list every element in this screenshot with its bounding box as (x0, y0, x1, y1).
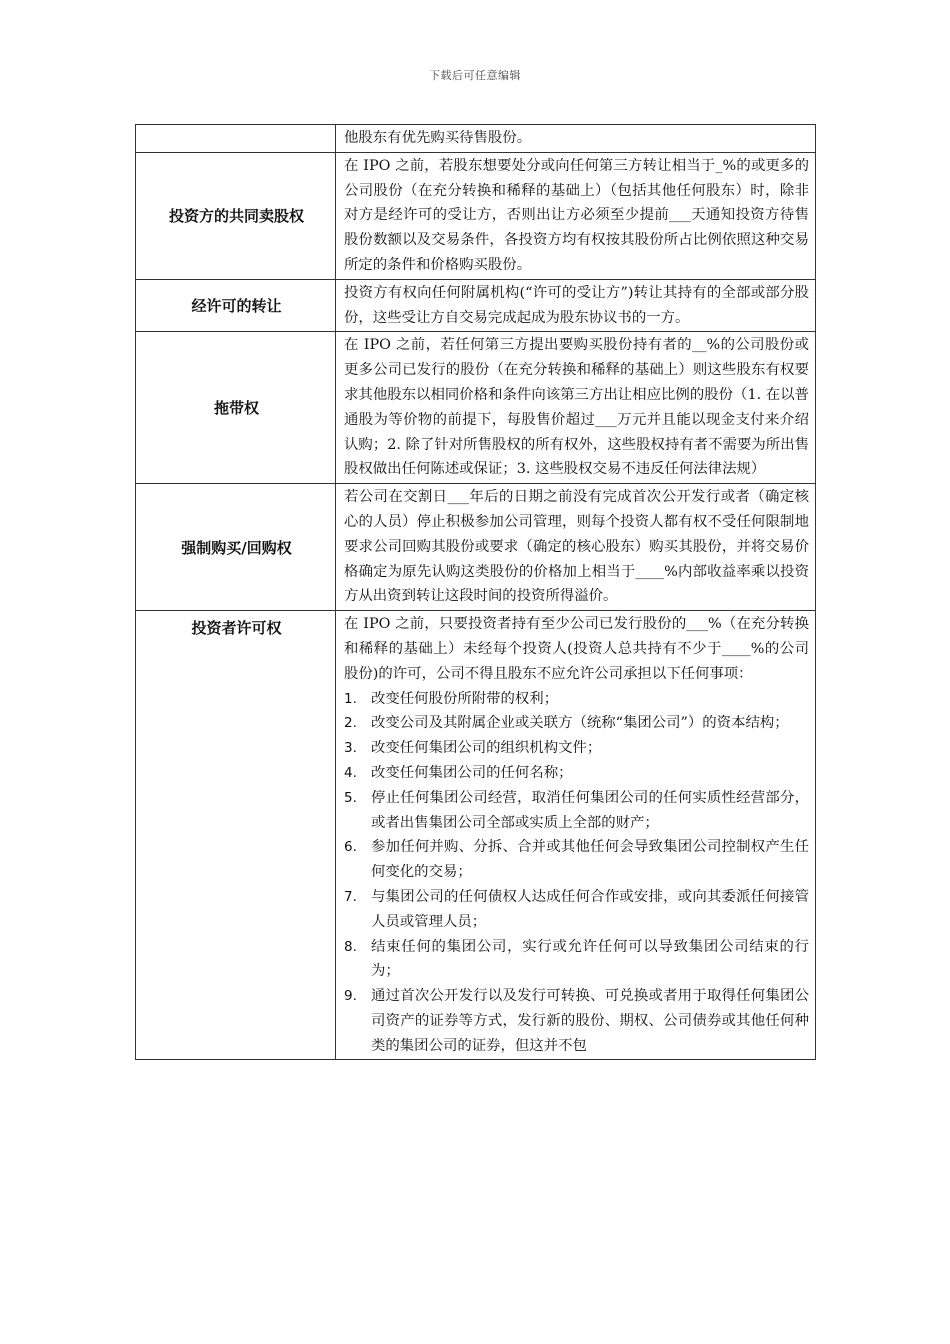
row-content (336, 611, 816, 1060)
list-text: 结束任何的集团公司，实行或允许任何可以导致集团公司结束的行为； (371, 938, 809, 980)
list-item (344, 835, 809, 885)
row-label (136, 125, 336, 153)
list-text: 改变公司及其附属企业或关联方（统称“集团公司”）的资本结构； (371, 715, 789, 732)
list-number: 2. (344, 715, 357, 732)
list-item (344, 736, 809, 761)
list-text: 改变任何股份所附带的权利； (371, 690, 559, 707)
table-row (136, 484, 816, 611)
list-text: 参加任何并购、分拆、合并或其他任何会导致集团公司控制权产生任何变化的交易； (371, 839, 809, 881)
list-item (344, 687, 809, 712)
list-number: 5. (344, 789, 357, 806)
list-item (344, 984, 809, 1058)
row-label: 投资者许可权 (136, 611, 336, 1060)
list-text: 改变任何集团公司的组织机构文件； (371, 740, 602, 757)
table-row (136, 152, 816, 279)
list-item (344, 885, 809, 935)
list-number: 3. (344, 740, 357, 757)
table-row (136, 611, 816, 1060)
row-content: 在 IPO 之前，若股东想要处分或向任何第三方转让相当于_%的或更多的公司股份（在充分转换和稀释的基础上）（包括其他任何股东）时，除非对方是经许可的受让方，否则出让方必须至少提前___天通知投资方待售股份数额以及交易条件，各投资方均有权按其股份所占比例依照这种交易所定的条件和价格购买股份。 (336, 152, 816, 279)
list-text: 改变任何集团公司的任何名称； (371, 764, 573, 781)
restricted-actions-list (344, 687, 809, 1059)
list-intro: 在 IPO 之前，只要投资者持有至少公司已发行股份的___%（在充分转换和稀释的基础上）未经每个投资人(投资人总共持有不少于____%的公司股份)的许可，公司不得且股东不应允许公司承担以下任何事项： (344, 616, 809, 682)
list-number: 1. (344, 690, 357, 707)
list-number: 9. (344, 988, 357, 1005)
list-text: 通过首次公开发行以及发行可转换、可兑换或者用于取得任何集团公司资产的证券等方式，发行新的股份、期权、公司债券或其他任何种类的集团公司的证券，但这并不包 (371, 988, 809, 1054)
list-item (344, 711, 809, 736)
list-item (344, 761, 809, 786)
table-row (136, 125, 816, 153)
row-label: 经许可的转让 (136, 279, 336, 332)
row-content: 投资方有权向任何附属机构(“许可的受让方”)转让其持有的全部或部分股份，这些受让方自交易完成起成为股东协议书的一方。 (336, 279, 816, 332)
list-text: 与集团公司的任何债权人达成任何合作或安排，或向其委派任何接管人员或管理人员； (371, 888, 809, 930)
list-number: 8. (344, 938, 357, 955)
row-content: 他股东有优先购买待售股份。 (336, 125, 816, 153)
list-number: 7. (344, 888, 357, 905)
row-label: 拖带权 (136, 332, 336, 484)
page-header: 下载后可任意编辑 (429, 69, 521, 82)
row-label: 强制购买/回购权 (136, 484, 336, 611)
table-row (136, 279, 816, 332)
list-item (344, 935, 809, 985)
row-content: 若公司在交割日___年后的日期之前没有完成首次公开发行或者（确定核心的人员）停止积极参加公司管理，则每个投资人都有权不受任何限制地要求公司回购其股份或要求（确定的核心股东）购买其股份，并将交易价格确定为原先认购这类股份的价格加上相当于____%内部收益率乘以投资方从出资到转让这段时间的投资所得溢价。 (336, 484, 816, 611)
list-item (344, 786, 809, 836)
terms-table (135, 124, 816, 1060)
list-text: 停止任何集团公司经营，取消任何集团公司的任何实质性经营部分，或者出售集团公司全部或实质上全部的财产； (371, 789, 809, 831)
row-content: 在 IPO 之前，若任何第三方提出要购买股份持有者的__%的公司股份或更多公司已发行的股份（在充分转换和稀释的基础上）则这些股东有权要求其他股东以相同价格和条件向该第三方出让相应比例的股份（1. 在以普通股为等价物的前提下，每股售价超过___万元并且能以现金支付来介绍认购；2. 除了针对所售股权的所有权外，这些股权持有者不需要为所出售股权做出任何陈述或保证；3. 这些股权交易不违反任何法律法规） (336, 332, 816, 484)
row-label: 投资方的共同卖股权 (136, 152, 336, 279)
list-number: 4. (344, 764, 357, 781)
table-row (136, 332, 816, 484)
list-number: 6. (344, 839, 357, 856)
